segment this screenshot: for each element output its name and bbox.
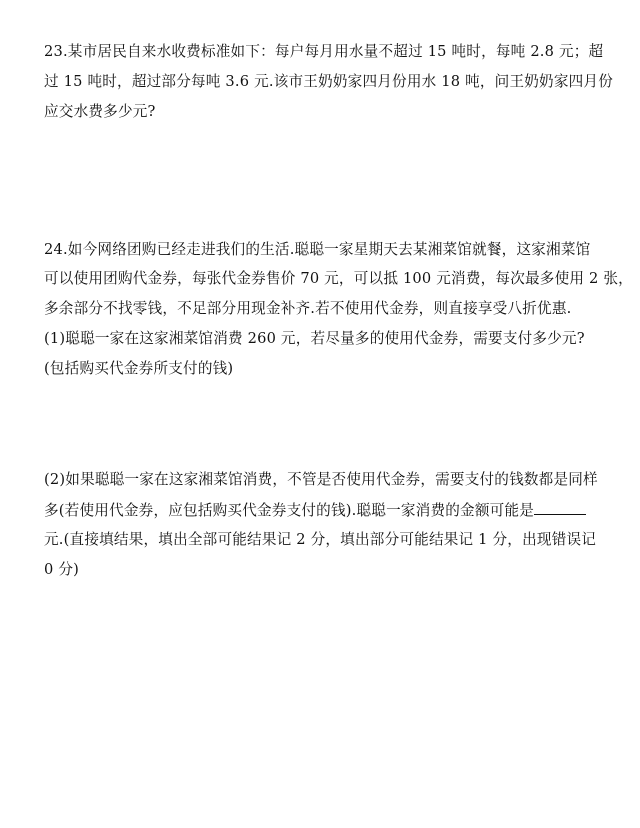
- question-23-line-1: 23.某市居民自来水收费标准如下：每户每月用水量不超过 15 吨时，每吨 2.8 元；超: [44, 43, 604, 60]
- question-23-line-2: 过 15 吨时，超过部分每吨 3.6 元.该市王奶奶家四月份用水 18 吨，问王奶奶家四月份: [44, 73, 614, 90]
- part-2-line-3: 元.(直接填结果，填出全部可能结果记 2 分，填出部分可能结果记 1 分，出现错误记: [44, 531, 597, 548]
- answer-blank: [534, 500, 586, 515]
- part-2-line-1: (2)如果聪聪一家在这家湘菜馆消费，不管是否使用代金券，需要支付的钱数都是同样: [44, 471, 598, 488]
- part-2-line-2-wrapper: [44, 500, 604, 521]
- part-2-line-2: 多(若使用代金券，应包括购买代金券支付的钱).聪聪一家消费的金额可能是: [44, 502, 535, 519]
- part-1-line-2: (包括购买代金券所支付的钱): [44, 360, 234, 377]
- question-23-line-3: 应交水费多少元?: [44, 103, 156, 120]
- question-24-line-2: 可以使用团购代金券，每张代金券售价 70 元，可以抵 100 元消费，每次最多使用 2 张，: [44, 270, 633, 287]
- question-24-line-1: 24.如今网络团购已经走进我们的生活.聪聪一家星期天去某湘菜馆就餐，这家湘菜馆: [44, 241, 591, 258]
- part-1-line-1: (1)聪聪一家在这家湘菜馆消费 260 元，若尽量多的使用代金券，需要支付多少元?: [44, 330, 585, 347]
- part-2-line-4: 0 分): [44, 561, 80, 578]
- question-24-line-3: 多余部分不找零钱，不足部分用现金补齐.若不使用代金券，则直接享受八折优惠.: [44, 300, 572, 317]
